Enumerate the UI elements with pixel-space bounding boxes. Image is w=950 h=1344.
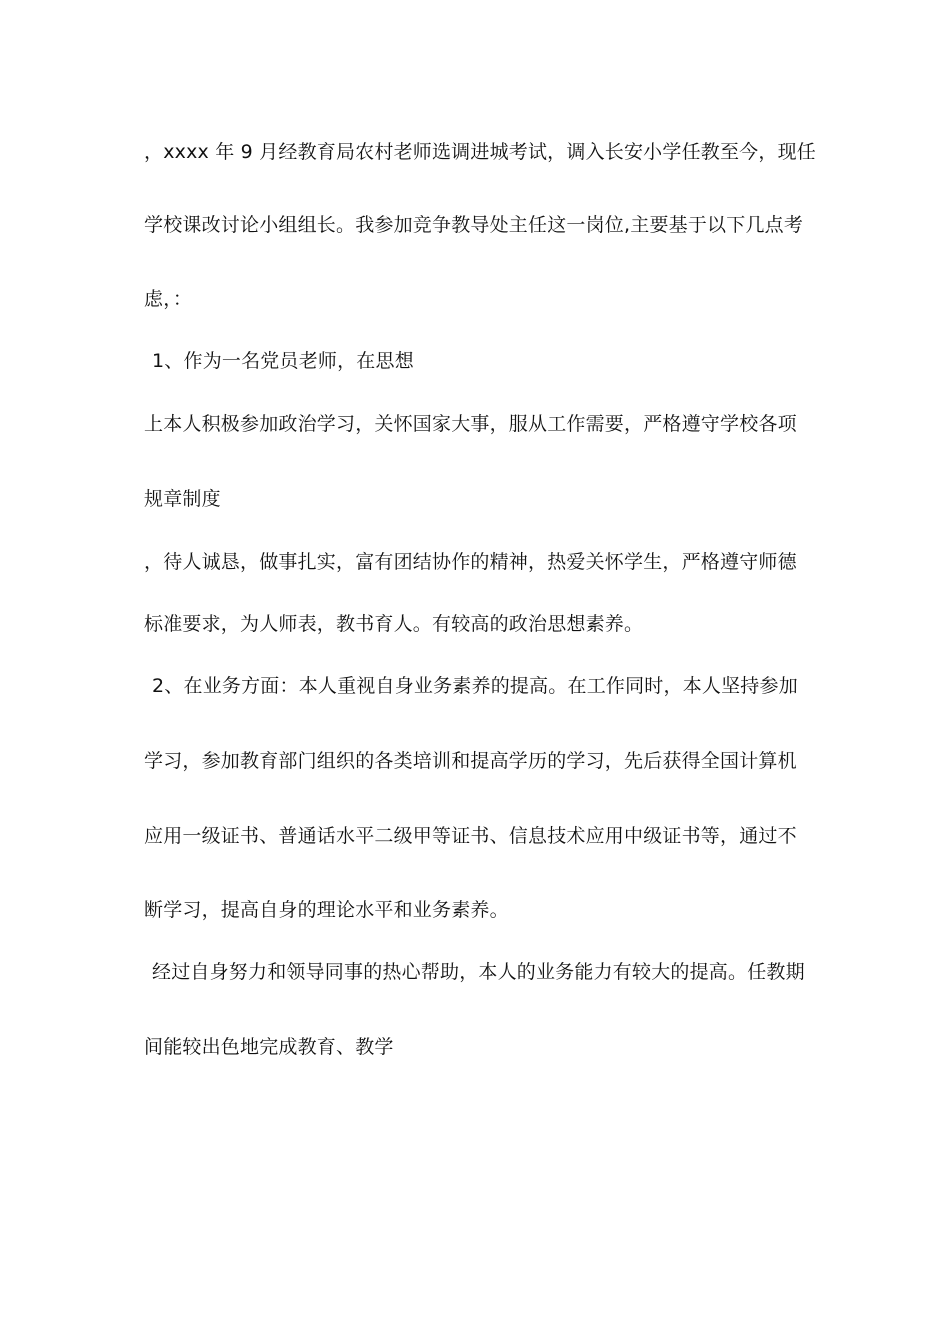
list-item-heading: 1、作为一名党员老师，在思想 xyxy=(152,350,414,372)
text-line: 学习，参加教育部门组织的各类培训和提高学历的学习，先后获得全国计算机 xyxy=(144,750,797,772)
text-line: 学校课改讨论小组组长。我参加竞争教导处主任这一岗位,主要基于以下几点考 xyxy=(144,214,804,236)
text-line: 规章制度 xyxy=(144,488,221,510)
paragraph-start: 经过自身努力和领导同事的热心帮助，本人的业务能力有较大的提高。任教期 xyxy=(152,961,805,983)
text-line: 标准要求，为人师表，教书育人。有较高的政治思想素养。 xyxy=(144,613,644,635)
text-line: ，xxxx 年 9 月经教育局农村老师选调进城考试，调入长安小学任教至今，现任 xyxy=(144,141,816,163)
text-line: 虑，： xyxy=(144,288,193,310)
list-item-heading: 2、在业务方面：本人重视自身业务素养的提高。在工作同时，本人坚持参加 xyxy=(152,675,798,697)
text-line: 上本人积极参加政治学习，关怀国家大事，服从工作需要，严格遵守学校各项 xyxy=(144,413,797,435)
text-line: 断学习，提高自身的理论水平和业务素养。 xyxy=(144,899,509,921)
text-line: 应用一级证书、普通话水平二级甲等证书、信息技术应用中级证书等，通过不 xyxy=(144,825,797,847)
text-line: ，待人诚恳，做事扎实，富有团结协作的精神，热爱关怀学生，严格遵守师德 xyxy=(144,551,797,573)
text-line: 间能较出色地完成教育、教学 xyxy=(144,1036,394,1058)
